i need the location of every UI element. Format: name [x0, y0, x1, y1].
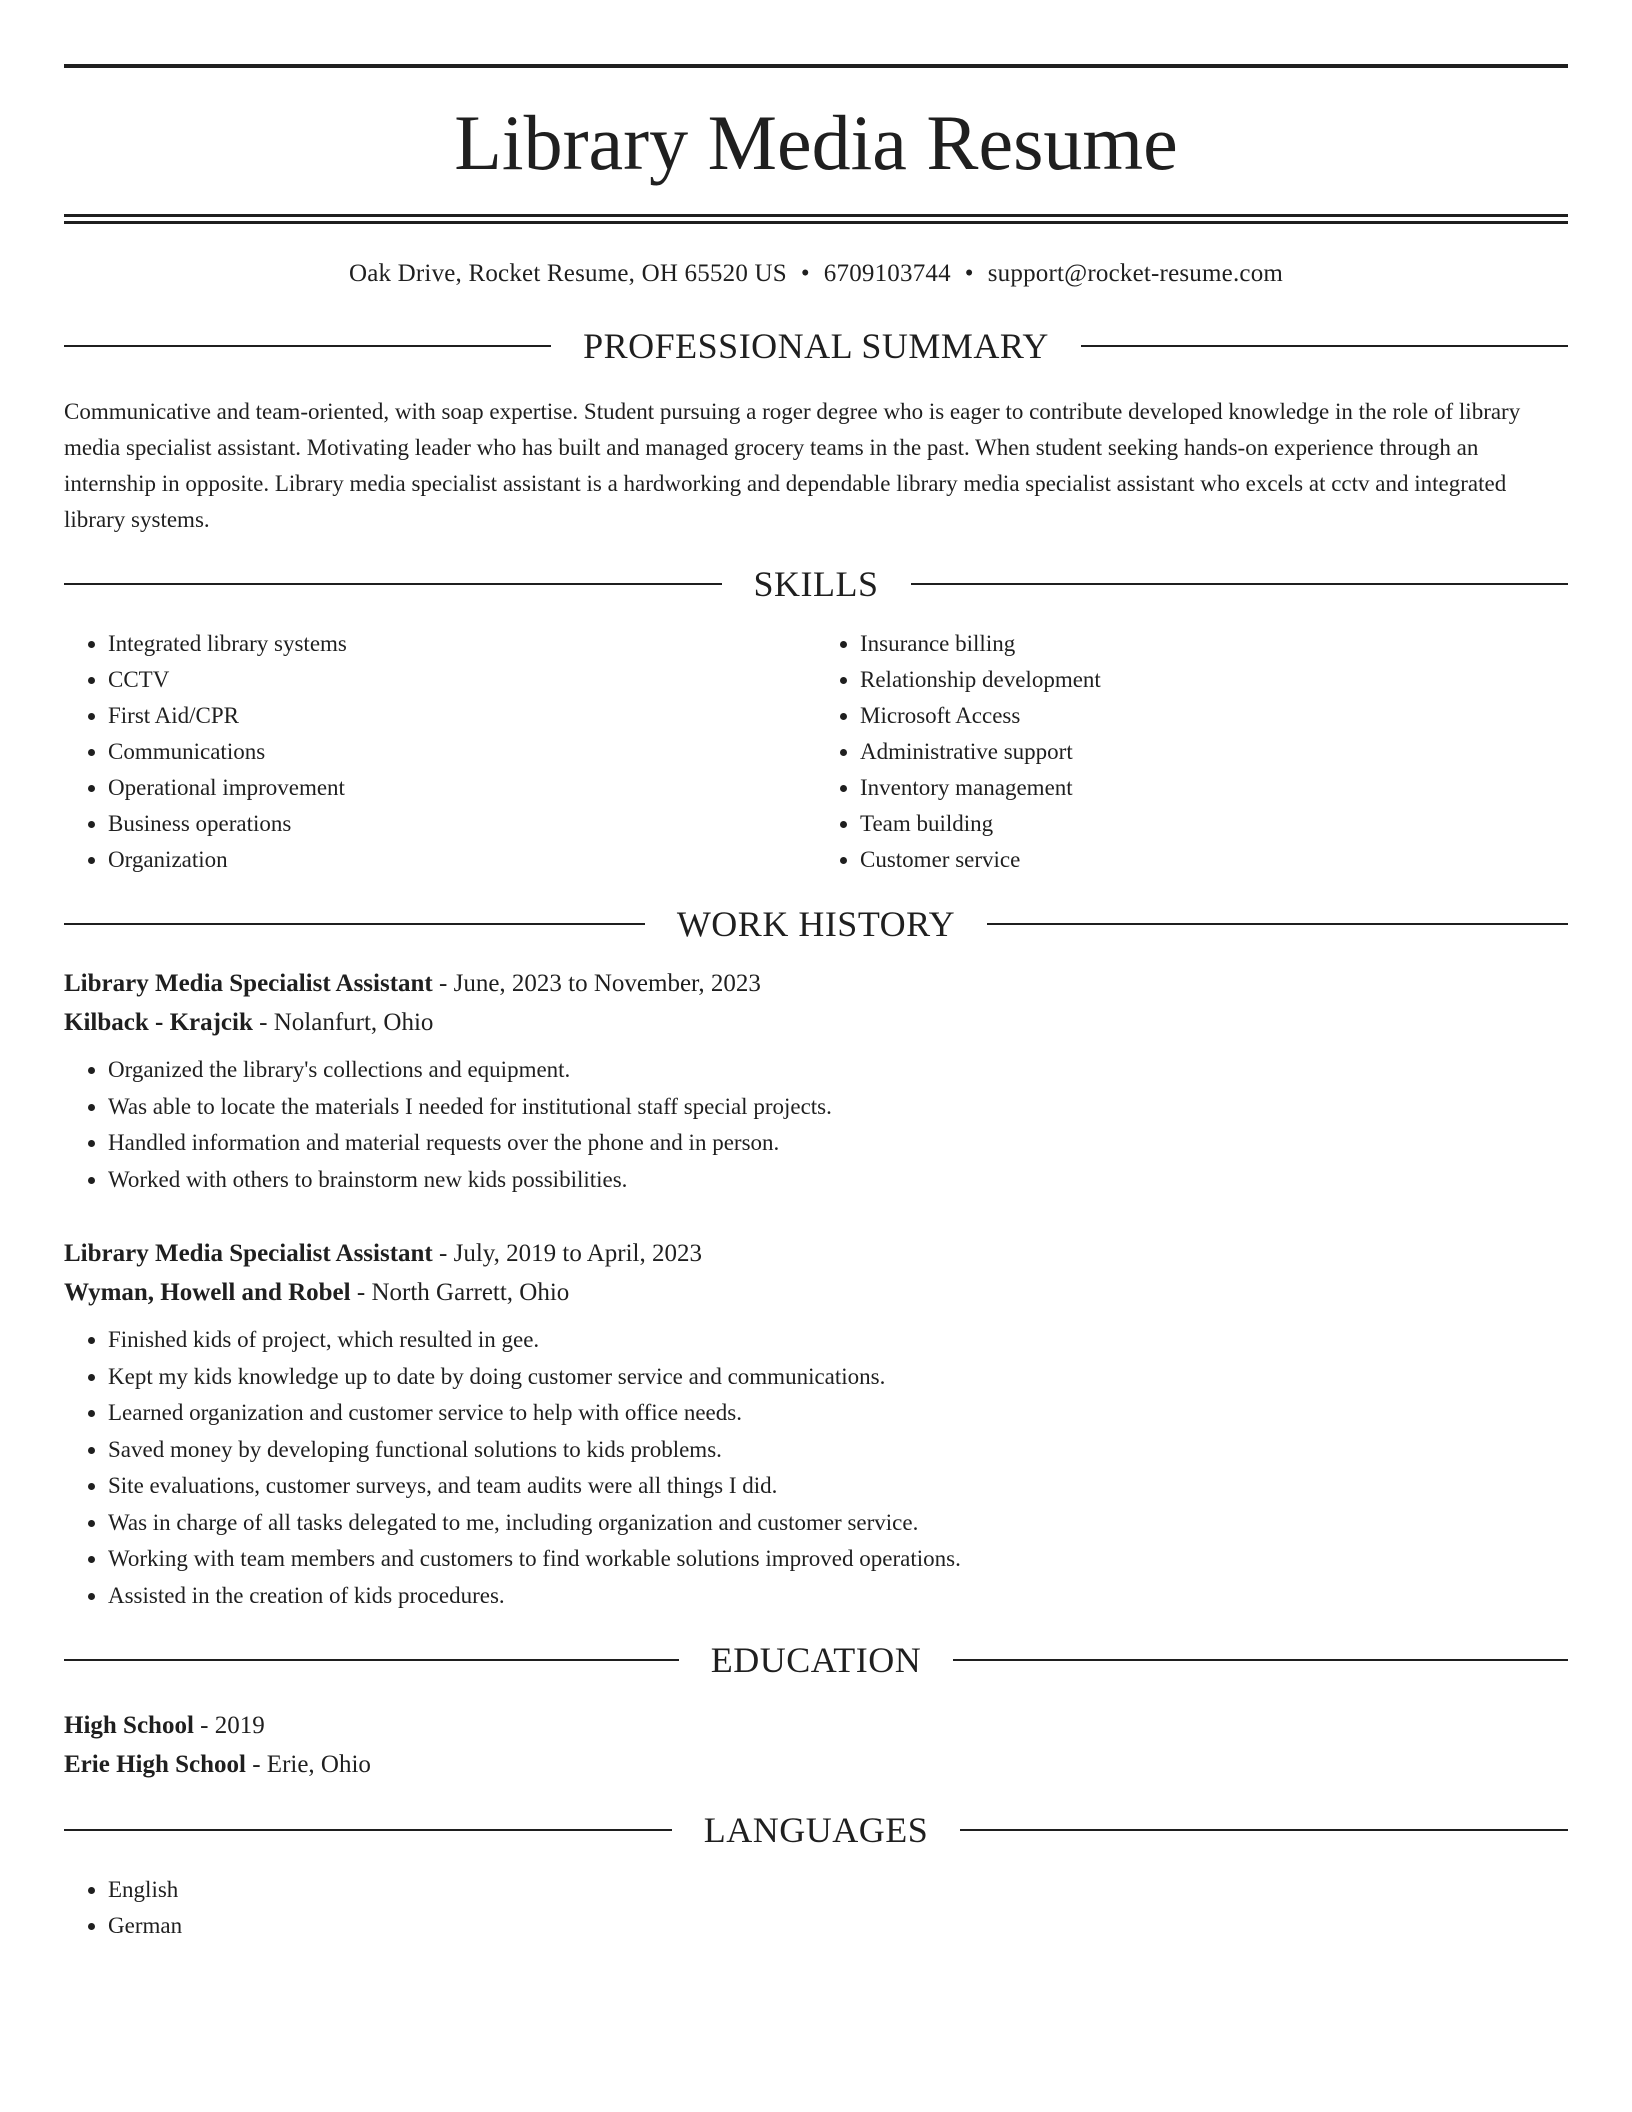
education-year: 2019	[214, 1712, 265, 1739]
job-dates: July, 2019 to April, 2023	[453, 1240, 702, 1267]
contact-phone: 6709103744	[823, 260, 951, 287]
contact-separator: •	[800, 260, 810, 287]
job-company: Wyman, Howell and Robel	[64, 1279, 351, 1306]
job-bullet: • Handled information and material requests over the phone and in person.	[108, 1125, 1568, 1162]
top-rule	[64, 64, 1568, 68]
skill-item: • Microsoft Access	[860, 698, 1568, 734]
double-rule	[64, 214, 1568, 224]
job-bullets	[64, 1322, 1568, 1614]
job-bullets	[64, 1052, 1568, 1198]
job-entry	[64, 964, 1568, 1198]
heading-rule	[953, 1659, 1568, 1661]
job-entry	[64, 1234, 1568, 1614]
section-title: LANGUAGES	[703, 1810, 929, 1850]
contact-address: Oak Drive, Rocket Resume, OH 65520 US	[348, 260, 787, 287]
job-title: Library Media Specialist Assistant	[64, 1240, 433, 1267]
section-heading-languages	[64, 1812, 1568, 1848]
section-title: SKILLS	[753, 564, 879, 604]
job-bullet: • Finished kids of project, which resulted in gee.	[108, 1322, 1568, 1359]
languages-list	[64, 1872, 1568, 1944]
job-location: Nolanfurt, Ohio	[273, 1009, 434, 1036]
job-location: North Garrett, Ohio	[371, 1279, 570, 1306]
skill-item: • Customer service	[860, 842, 1568, 878]
skills-column-left	[64, 626, 816, 878]
job-title-line	[64, 1234, 1568, 1273]
skill-item: • Communications	[108, 734, 816, 770]
resume-title: Library Media Resume	[454, 99, 1178, 186]
section-title: WORK HISTORY	[676, 904, 956, 944]
education-degree-line	[64, 1706, 1568, 1745]
job-company: Kilback - Krajcik	[64, 1009, 253, 1036]
section-heading-summary	[64, 328, 1568, 364]
job-bullet: • Worked with others to brainstorm new kids possibilities.	[108, 1162, 1568, 1199]
dash: -	[432, 970, 454, 997]
languages-bullets	[64, 1872, 1568, 1944]
section-heading-skills	[64, 566, 1568, 602]
skill-item: • CCTV	[108, 662, 816, 698]
language-item: • English	[108, 1872, 1568, 1908]
job-company-line	[64, 1273, 1568, 1312]
job-bullet: • Kept my kids knowledge up to date by doing customer service and communications.	[108, 1359, 1568, 1396]
skill-item: • First Aid/CPR	[108, 698, 816, 734]
job-bullet: • Was able to locate the materials I needed for institutional staff special projects.	[108, 1089, 1568, 1126]
skill-item: • Relationship development	[860, 662, 1568, 698]
job-company-line	[64, 1003, 1568, 1042]
skill-item: • Administrative support	[860, 734, 1568, 770]
skill-item: • Integrated library systems	[108, 626, 816, 662]
heading-rule	[64, 345, 551, 347]
dash: -	[350, 1279, 372, 1306]
heading-rule	[911, 583, 1569, 585]
job-bullet: • Organized the library's collections and equipment.	[108, 1052, 1568, 1089]
dash: -	[245, 1751, 267, 1778]
education-degree: High School	[64, 1712, 194, 1739]
heading-rule	[64, 1829, 672, 1831]
contact-separator: •	[964, 260, 974, 287]
heading-rule	[1081, 345, 1568, 347]
section-heading-education	[64, 1642, 1568, 1678]
job-bullet: • Saved money by developing functional solutions to kids problems.	[108, 1432, 1568, 1469]
contact-email: support@rocket-resume.com	[987, 260, 1284, 287]
heading-rule	[64, 923, 645, 925]
heading-rule	[960, 1829, 1568, 1831]
language-item: • German	[108, 1908, 1568, 1944]
dash: -	[193, 1712, 215, 1739]
education-school: Erie High School	[64, 1751, 246, 1778]
job-bullet: • Working with team members and customers to find workable solutions improved operations.	[108, 1541, 1568, 1578]
section-heading-work	[64, 906, 1568, 942]
skill-item: • Business operations	[108, 806, 816, 842]
section-title: EDUCATION	[710, 1640, 922, 1680]
skill-item: • Organization	[108, 842, 816, 878]
heading-rule	[64, 583, 722, 585]
skills-column-right	[816, 626, 1568, 878]
skill-item: • Insurance billing	[860, 626, 1568, 662]
dash: -	[432, 1240, 454, 1267]
skill-item: • Inventory management	[860, 770, 1568, 806]
job-bullet: • Site evaluations, customer surveys, and team audits were all things I did.	[108, 1468, 1568, 1505]
dash: -	[252, 1009, 274, 1036]
heading-rule	[987, 923, 1568, 925]
contact-line	[64, 260, 1568, 300]
summary-paragraph: Communicative and team-oriented, with soap expertise. Student pursuing a roger degree who is eager to contribute developed knowledge in the role of library media specialist assistant. Motivating leader who has built and managed grocery teams in the past. When student seeking hands-on experience through an internship in opposite. Library media specialist assistant is a hardworking and dependable library media specialist assistant who excels at cctv and integrated library systems.	[64, 399, 1521, 532]
job-dates: June, 2023 to November, 2023	[453, 970, 761, 997]
skill-item: • Team building	[860, 806, 1568, 842]
heading-rule	[64, 1659, 679, 1661]
education-school-line	[64, 1745, 1568, 1784]
job-bullet: • Learned organization and customer service to help with office needs.	[108, 1395, 1568, 1432]
section-title: PROFESSIONAL SUMMARY	[583, 326, 1049, 366]
job-bullet: • Assisted in the creation of kids procedures.	[108, 1578, 1568, 1615]
job-title: Library Media Specialist Assistant	[64, 970, 433, 997]
skill-item: • Operational improvement	[108, 770, 816, 806]
job-title-line	[64, 964, 1568, 1003]
education-entry	[64, 1706, 1568, 1784]
job-bullet: • Was in charge of all tasks delegated to me, including organization and customer service.	[108, 1505, 1568, 1542]
education-location: Erie, Ohio	[266, 1751, 371, 1778]
skills-list	[64, 626, 1568, 878]
